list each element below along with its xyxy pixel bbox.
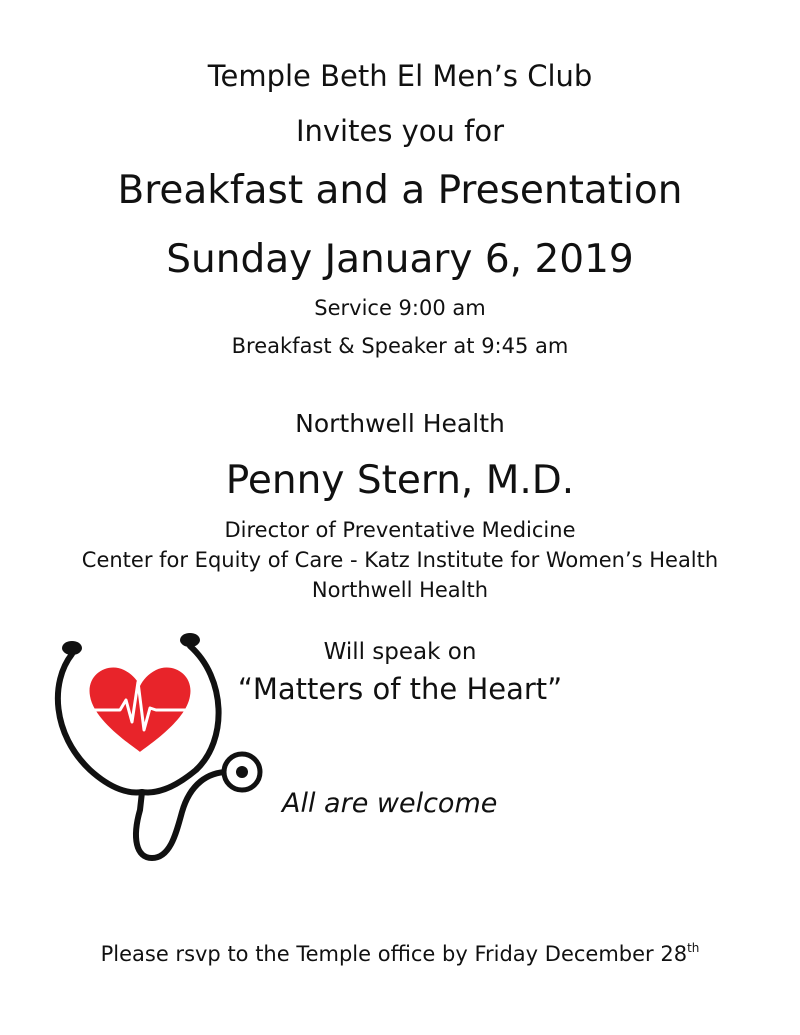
stethoscope-stem (136, 772, 228, 858)
topic-title: “Matters of the Heart” (237, 672, 563, 706)
breakfast-time: Breakfast & Speaker at 9:45 am (231, 334, 569, 358)
speaks-on-line: Will speak on (323, 639, 477, 665)
welcome-line: All are welcome (282, 788, 498, 819)
club-name: Temple Beth El Men’s Club (207, 59, 593, 93)
rsvp-text: Please rsvp to the Temple office by Friday December 28 (100, 942, 688, 966)
speaker-organization: Northwell Health (311, 578, 489, 602)
speaker-affiliation: Center for Equity of Care - Katz Institute for Women’s Health (81, 548, 719, 572)
rsvp-ordinal: th (687, 941, 700, 955)
speaker-title: Director of Preventative Medicine (224, 518, 576, 542)
chestpiece-center (236, 766, 248, 778)
service-time: Service 9:00 am (314, 296, 486, 320)
event-date: Sunday January 6, 2019 (166, 237, 634, 282)
speaker-name: Penny Stern, M.D. (225, 458, 575, 503)
event-title: Breakfast and a Presentation (117, 168, 683, 213)
rsvp-line (0, 942, 800, 965)
invites-line: Invites you for (295, 114, 505, 148)
organization-heading: Northwell Health (295, 409, 505, 438)
